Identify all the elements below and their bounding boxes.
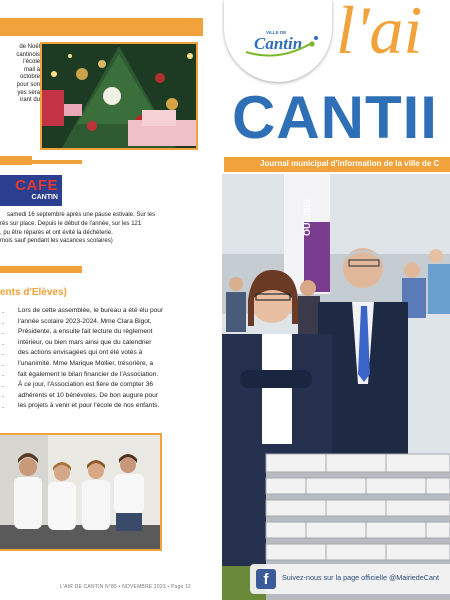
cafe-subtitle: CANTIN bbox=[31, 194, 58, 201]
parents-orange-bar bbox=[0, 266, 82, 273]
ceremony-illustration bbox=[222, 174, 450, 600]
intro-line: mail à bbox=[23, 66, 40, 73]
page-footer: L'AIR DE CANTIN N°85 • NOVEMBRE 2023 • Page 12 bbox=[60, 584, 191, 590]
cafe-banner bbox=[0, 175, 62, 206]
assembly-line: Lors de cette assemblée, le bureau a été élu pour bbox=[18, 307, 164, 314]
assembly-line: intérieur, ou bien mars ainsi que du calendrier bbox=[18, 338, 152, 346]
christmas-tree-photo bbox=[40, 42, 198, 150]
cafe-title: CAFE bbox=[15, 177, 58, 194]
intro-line: octobre bbox=[19, 74, 40, 81]
team-photo bbox=[0, 433, 162, 551]
top-orange-bar bbox=[0, 18, 203, 36]
intro-line: pour son bbox=[16, 81, 40, 88]
photo-banner-text: OUAISIS bbox=[302, 198, 312, 236]
intro-text-block bbox=[0, 44, 40, 105]
left-fragment-dashes: - - - - - - - - - - bbox=[2, 310, 4, 411]
assembly-line: adhérents et 10 bénévoles. De bon augure pour bbox=[18, 391, 159, 399]
facebook-footer bbox=[250, 564, 450, 594]
parents-heading: ents d'Elèves) bbox=[0, 287, 67, 298]
logo-swoosh-icon bbox=[224, 0, 332, 82]
intro-line: l'école bbox=[23, 59, 40, 66]
cantin-logo bbox=[224, 0, 332, 82]
cafe-line: rés sur place. Depuis le début de l'année, sur les 121 bbox=[0, 220, 142, 227]
tagline-bar bbox=[224, 157, 450, 172]
assembly-text-block bbox=[18, 306, 213, 412]
facebook-follow-text[interactable]: Suivez-nous sur la page officielle @MairiedeCant bbox=[282, 573, 439, 582]
christmas-tree-illustration bbox=[42, 44, 196, 148]
section-divider bbox=[0, 160, 82, 164]
assembly-line: l'année scolaire 2023-2024. Mme Clara Bigot, bbox=[18, 317, 152, 325]
cafe-line: mois sauf pendant les vacances scolaires) bbox=[0, 238, 113, 245]
masthead-main-title: CANTII bbox=[232, 84, 438, 151]
assembly-line: les projets à venir et pour l'école de nos enfants. bbox=[18, 402, 160, 410]
cafe-line: samedi 16 septembre après une pause estivale. Sur les bbox=[7, 212, 156, 218]
assembly-line: À ce jour, l'Association est fière de compter 36 bbox=[18, 381, 154, 389]
intro-line: yes sera bbox=[17, 89, 40, 96]
masthead-script-title: l'ai bbox=[336, 0, 423, 68]
logo-cantin-text: Cantin bbox=[254, 34, 303, 53]
logo-ville-de: VILLE DE bbox=[266, 30, 287, 35]
intro-line: cantinois bbox=[16, 51, 40, 58]
intro-line: de Noël bbox=[19, 44, 40, 50]
masthead-tagline: Journal municipal d'information de la ville de C bbox=[260, 159, 440, 168]
intro-line: irant du bbox=[19, 97, 40, 104]
cafe-text-block bbox=[0, 211, 205, 246]
assembly-line: fait également le bilan financier de l'Association. bbox=[18, 370, 159, 378]
team-illustration bbox=[0, 435, 160, 549]
assembly-line: l'unanimité. Mme Marique Mollier, trésorière, a bbox=[18, 359, 154, 367]
main-photo bbox=[222, 174, 450, 600]
assembly-line: des actions envisagées qui ont été votés à bbox=[18, 349, 143, 357]
assembly-line: Présidente, a ensuite fait lecture du règlement bbox=[18, 328, 153, 336]
cafe-line: , pu être réparés et ont évité la déchèterie. bbox=[0, 229, 113, 236]
facebook-icon[interactable]: f bbox=[256, 569, 276, 589]
